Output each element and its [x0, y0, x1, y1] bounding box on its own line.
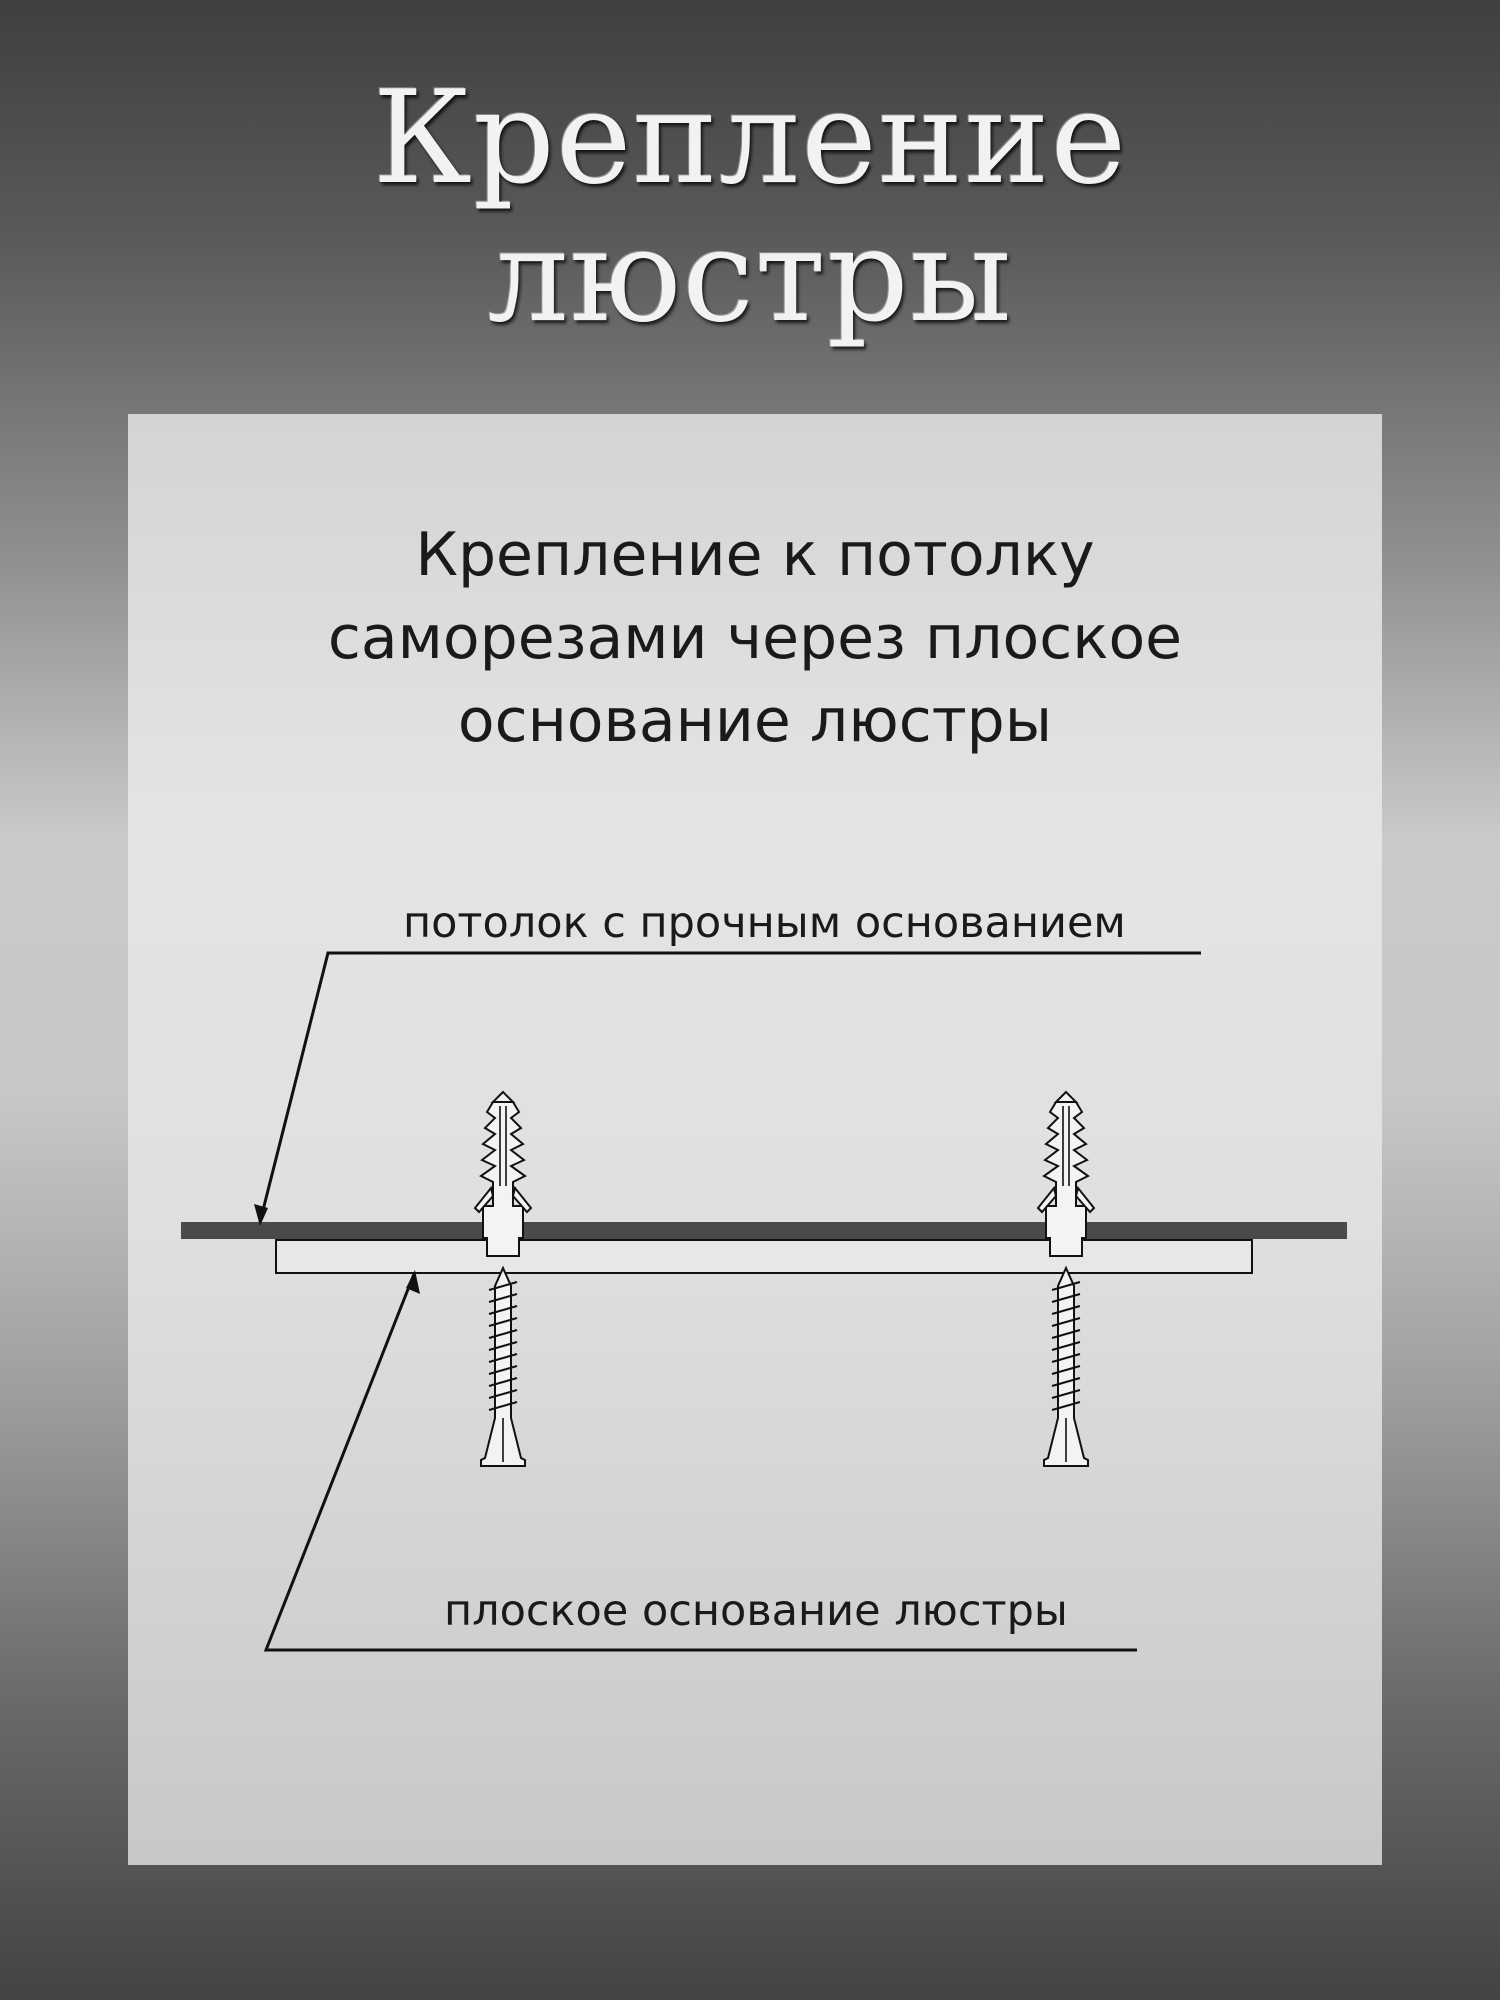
screw-right	[1044, 1268, 1088, 1466]
base-label: плоское основание люстры	[444, 1586, 1068, 1636]
main-title	[0, 64, 1500, 351]
mounting-diagram	[128, 414, 1382, 1865]
diagram-panel	[128, 414, 1382, 1865]
ceiling-slab	[181, 1222, 1347, 1239]
ceiling-label: потолок с прочным основанием	[403, 898, 1126, 948]
main-title-line-2: люстры	[487, 202, 1013, 351]
base-leader-line	[266, 1274, 1137, 1650]
chandelier-base	[276, 1240, 1252, 1273]
dowel-left	[475, 1092, 531, 1256]
main-title-line-1: Крепление	[372, 64, 1128, 213]
subtitle-line-2: саморезами через плоское	[327, 603, 1183, 673]
dowel-right	[1038, 1092, 1094, 1256]
subtitle-line-1: Крепление к потолку	[415, 520, 1095, 590]
screw-left	[481, 1268, 525, 1466]
subtitle-line-3: основание люстры	[457, 686, 1053, 756]
